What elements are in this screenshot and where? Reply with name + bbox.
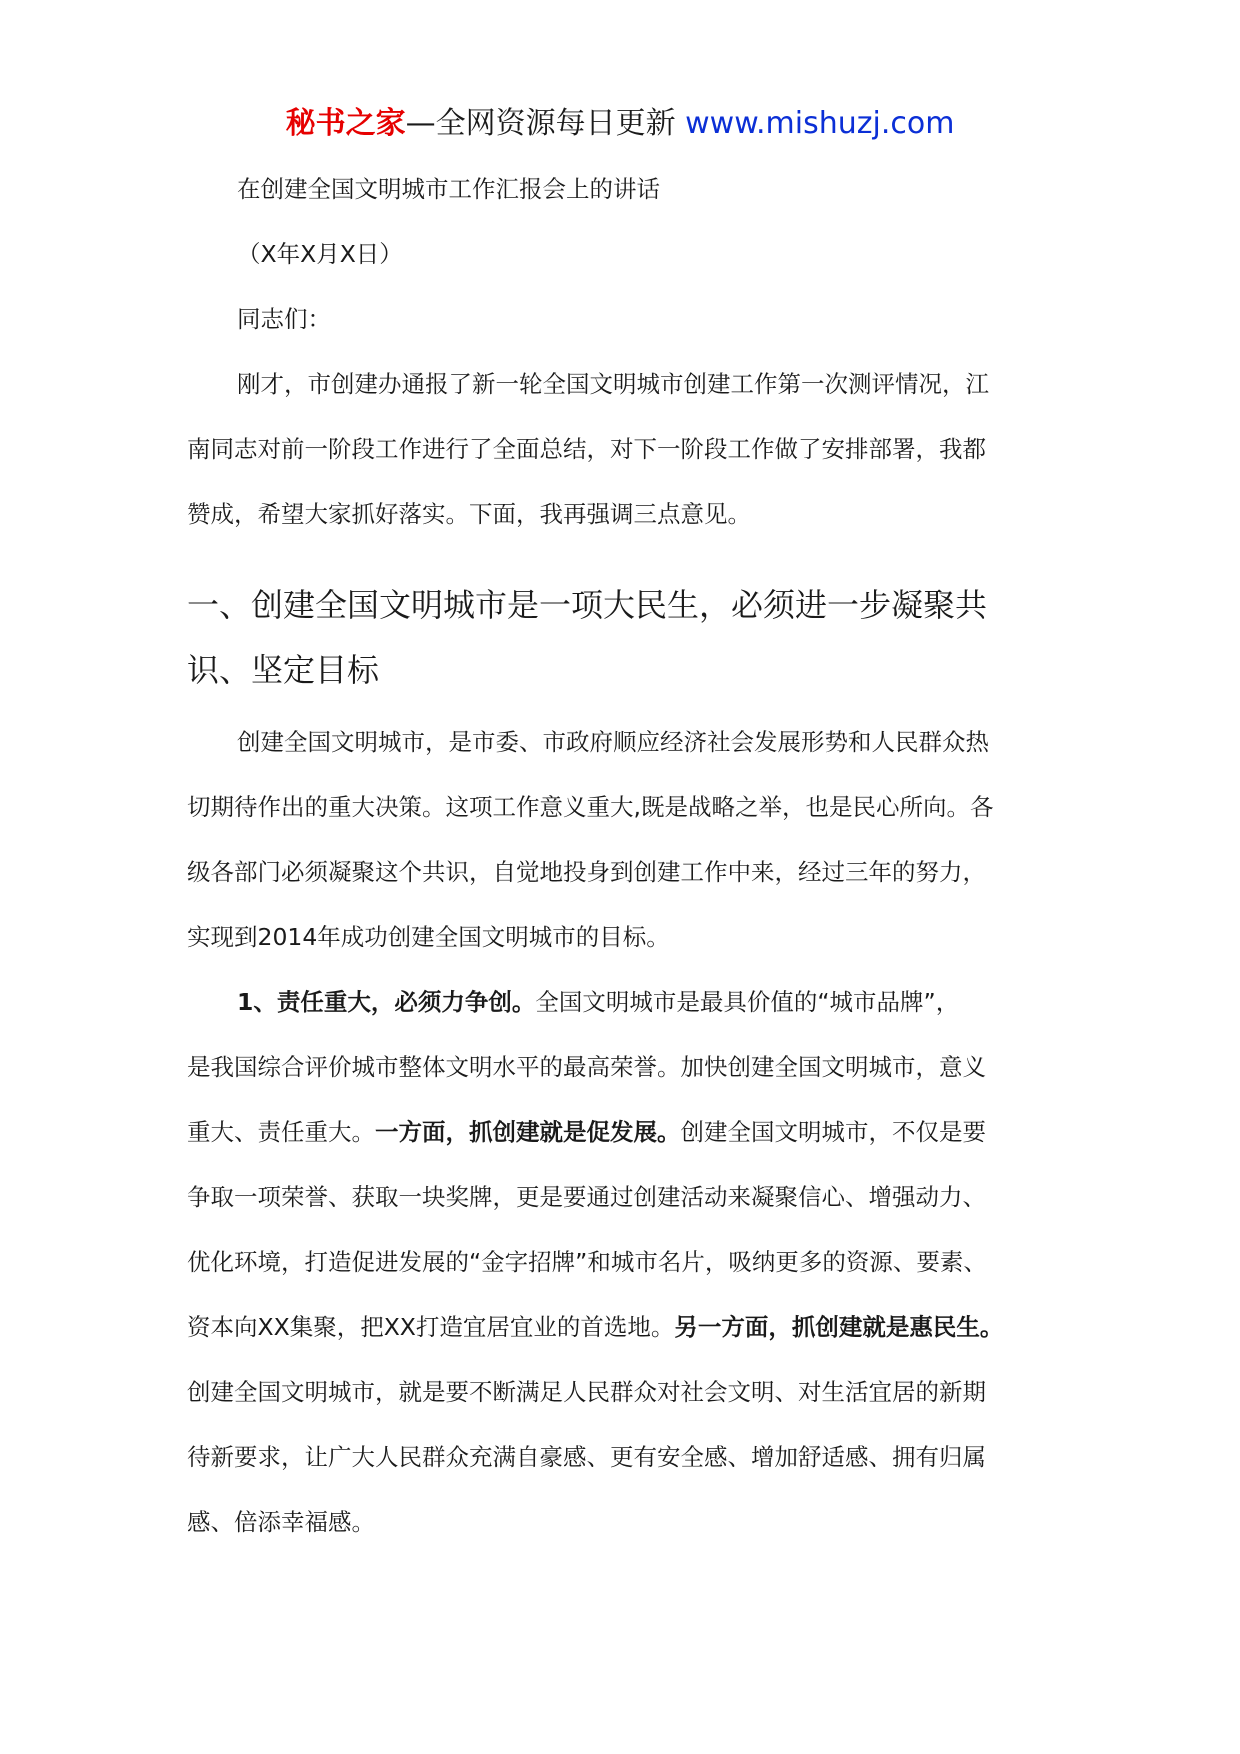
- section-heading-line: 一、创建全国文明城市是一项大民生，必须进一步凝聚共: [187, 586, 988, 624]
- section-heading-line: 识、坚定目标: [187, 651, 380, 689]
- item-1-line: [187, 1295, 1067, 1360]
- paragraph-line: 切期待作出的重大决策。这项工作意义重大,既是战略之举，也是民心所向。各: [187, 793, 994, 821]
- section-1-content: [187, 710, 1067, 1555]
- item-1-line: 待新要求，让广大人民群众充满自豪感、更有安全感、增加舒适感、拥有归属: [187, 1443, 986, 1471]
- item-1-text: 创建全国文明城市，不仅是要: [680, 1118, 986, 1146]
- salutation: 同志们：: [237, 305, 331, 333]
- paragraph-line: 级各部门必须凝聚这个共识，自觉地投身到创建工作中来，经过三年的努力，: [187, 858, 986, 886]
- paragraph-line: 实现到2014年成功创建全国文明城市的目标。: [187, 923, 670, 951]
- document-title: 在创建全国文明城市工作汇报会上的讲话: [237, 175, 660, 203]
- site-url-link[interactable]: www.mishuzj.com: [685, 106, 955, 141]
- item-1-text: 资本向XX集聚，把XX打造宜居宜业的首选地。: [187, 1313, 675, 1341]
- item-1-line: 创建全国文明城市，就是要不断满足人民群众对社会文明、对生活宜居的新期: [187, 1378, 986, 1406]
- item-1-line: 优化环境，打造促进发展的“金字招牌”和城市名片，吸纳更多的资源、要素、: [187, 1248, 987, 1276]
- intro-line: 赞成，希望大家抓好落实。下面，我再强调三点意见。: [187, 500, 751, 528]
- site-header: [0, 100, 1240, 148]
- item-1-title: 1、责任重大，必须力争创。: [237, 988, 536, 1016]
- item-1-line: 是我国综合评价城市整体文明水平的最高荣誉。加快创建全国文明城市，意义: [187, 1053, 986, 1081]
- intro-line: 南同志对前一阶段工作进行了全面总结，对下一阶段工作做了安排部署，我都: [187, 435, 986, 463]
- item-1-text: 全国文明城市是最具价值的“城市品牌”，: [535, 988, 960, 1016]
- document-body: [187, 157, 1067, 547]
- item-1-line: 感、倍添幸福感。: [187, 1508, 375, 1536]
- section-1-heading: [187, 573, 1067, 703]
- point-one-heading: 一方面，抓创建就是促发展。: [375, 1118, 681, 1146]
- point-two-heading: 另一方面，抓创建就是惠民生。: [674, 1313, 1004, 1341]
- header-tagline: —全网资源每日更新: [405, 106, 676, 141]
- paragraph-line: 创建全国文明城市，是市委、市政府顺应经济社会发展形势和人民群众热: [237, 728, 989, 756]
- brand-name: 秘书之家: [285, 106, 406, 141]
- intro-line: 刚才，市创建办通报了新一轮全国文明城市创建工作第一次测评情况，江: [237, 370, 989, 398]
- item-1-line: [187, 1100, 1067, 1165]
- document-date: （X年X月X日）: [237, 240, 403, 268]
- item-1-text: 重大、责任重大。: [187, 1118, 375, 1146]
- item-1-line: 争取一项荣誉、获取一块奖牌，更是要通过创建活动来凝聚信心、增强动力、: [187, 1183, 986, 1211]
- item-1-line: [187, 970, 1067, 1035]
